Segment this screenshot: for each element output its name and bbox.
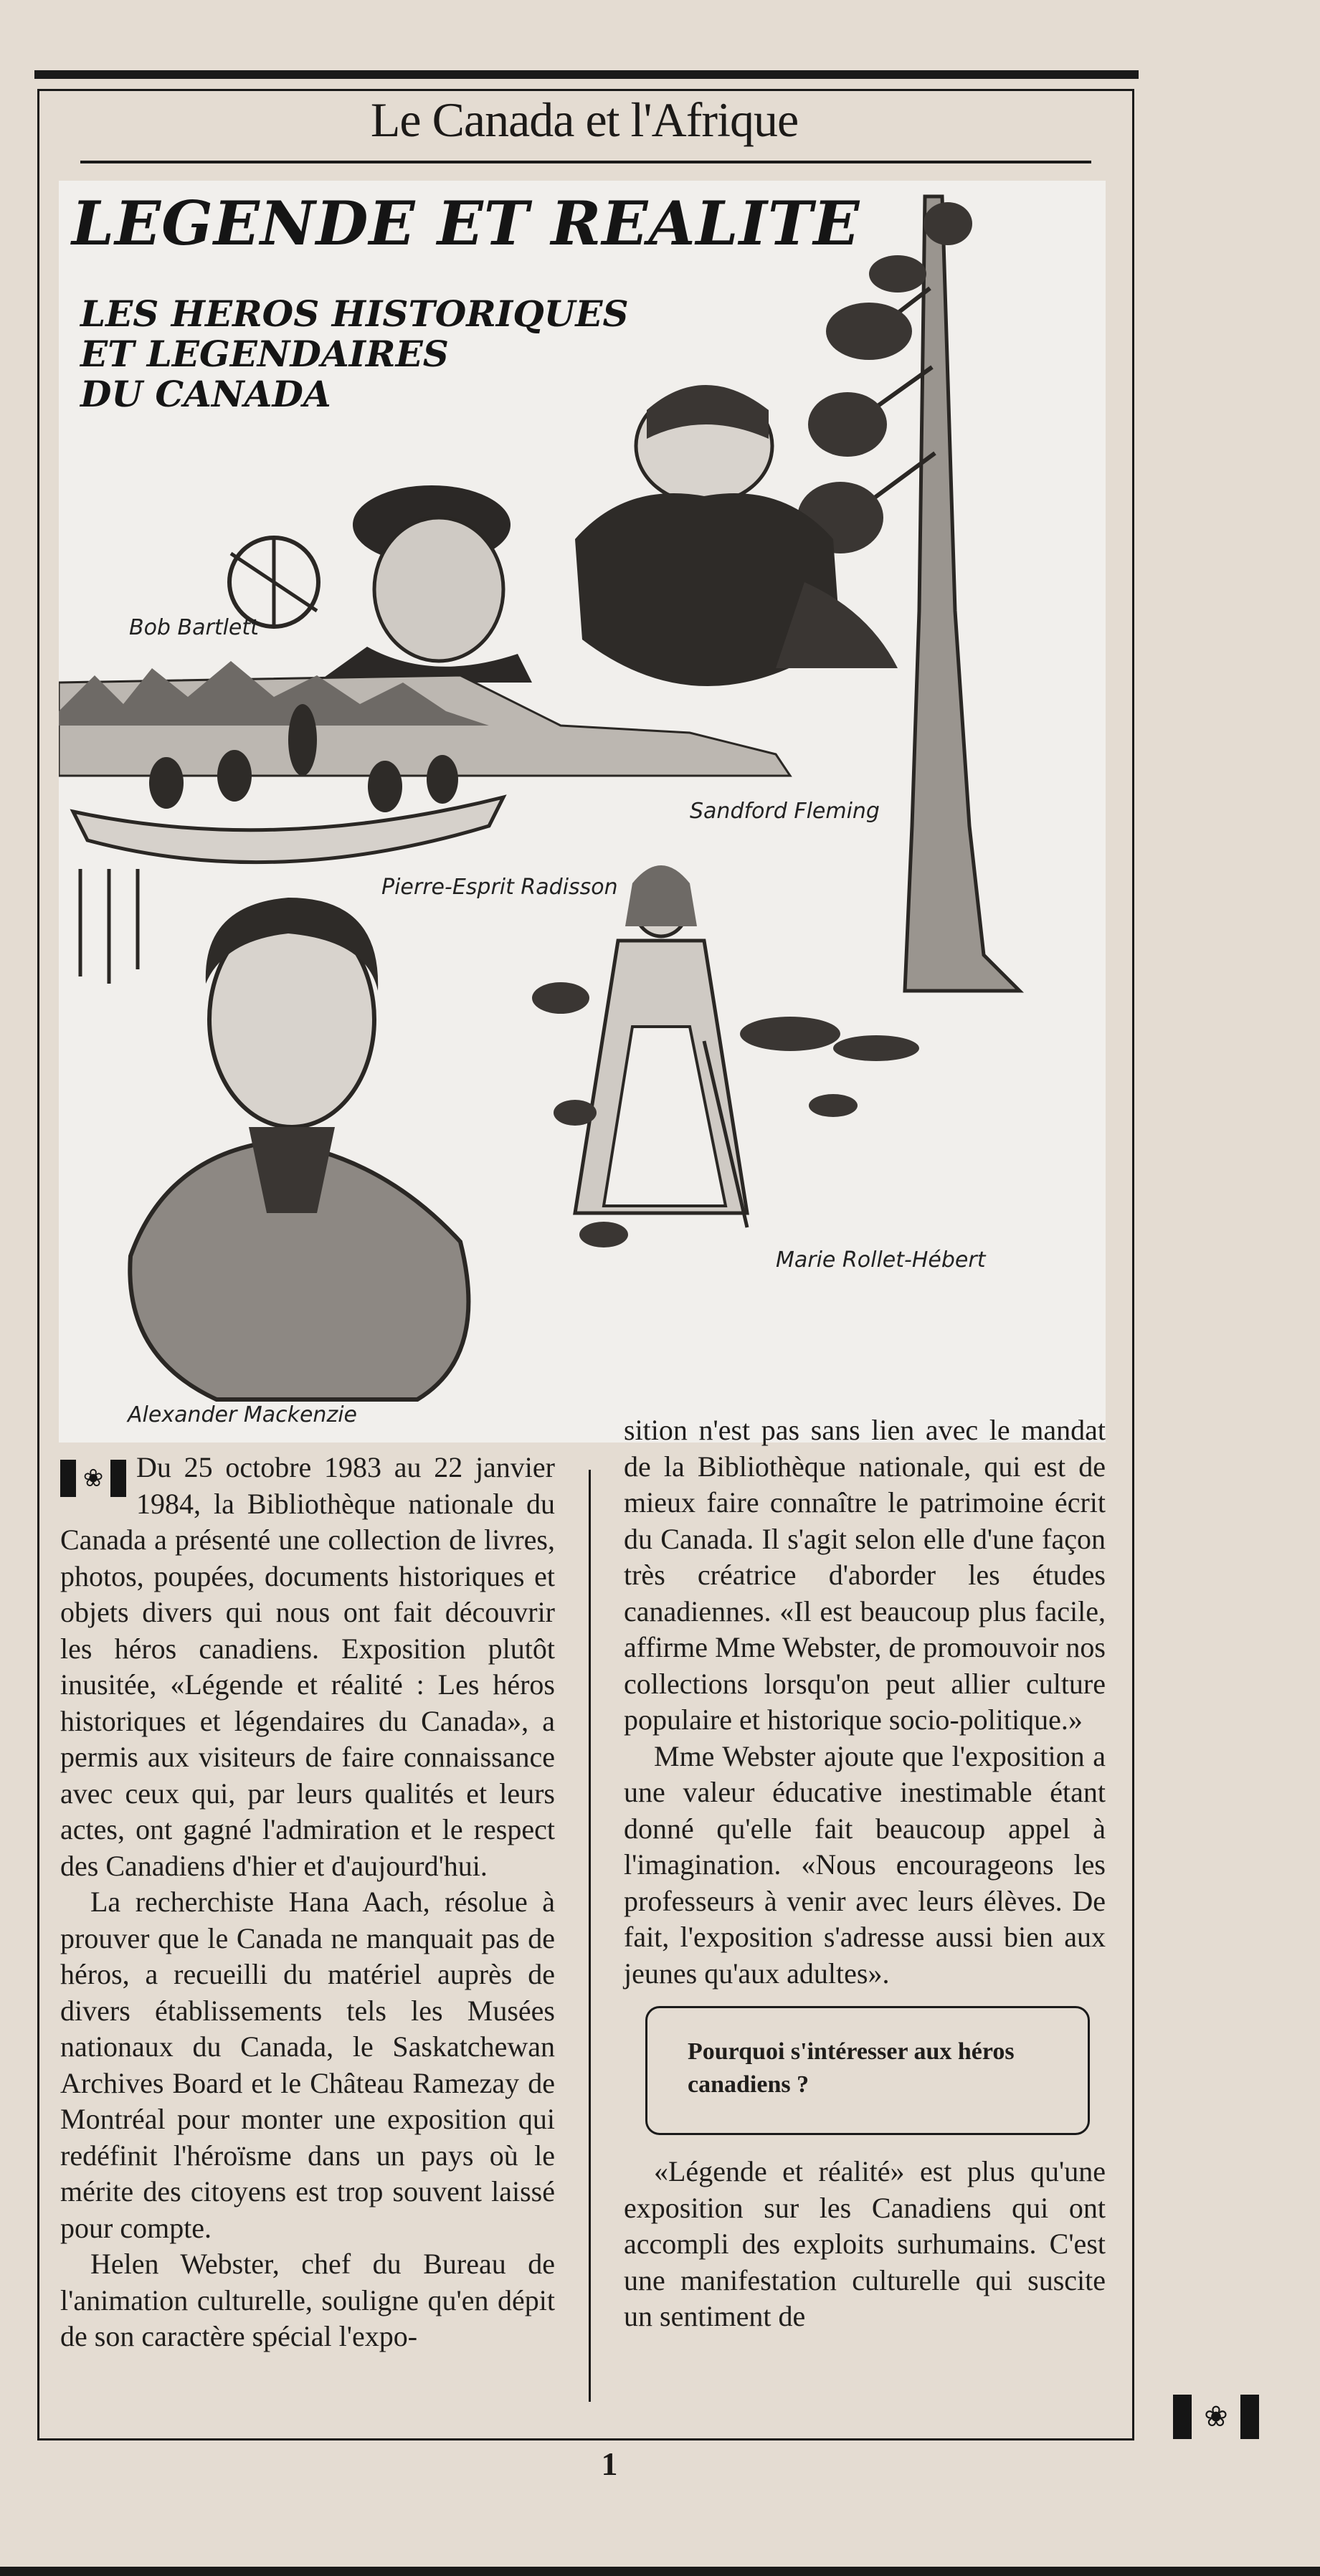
column-divider — [589, 1470, 591, 2402]
article-paragraph: «Légende et réalité» est plus qu'une exposition sur les Canadiens qui ont accompli des exploits surhumains. C'est une manifestation culturelle qui suscite un sentiment de — [624, 2155, 1106, 2332]
feature-subtitle: LES HEROS HISTORIQUES ET LEGENDAIRES DU CANADA — [80, 293, 629, 415]
article-paragraph: Du 25 octobre 1983 au 22 janvier 1984, la Bibliothèque nationale du Canada a présenté une collection de livres, photos, poupées, documents historiques et objets divers qui nous ont fait découvrir les héros canadiens. Exposition plutôt inusitée, «Légende et réalité : Les héros historiques et légendaires du Canada», a permis aux visiteurs de faire connaissance avec ceux qui, par leurs qualités et leurs actes, ont gagné l'admiration et le respect des Canadiens d'hier et d'aujourd'hui. — [60, 1451, 555, 1882]
article-paragraph: Helen Webster, chef du Bureau de l'animation culturelle, souligne qu'en dépit de son caractère spécial l'expo- — [60, 2248, 555, 2352]
article-column-right — [624, 1412, 1106, 2335]
page-number: 1 — [601, 2446, 618, 2482]
header-rule — [80, 161, 1091, 163]
bottom-rule — [0, 2567, 1320, 2576]
canada-leaf-logo-icon: ❀ — [60, 1460, 126, 1497]
callout-box: Pourquoi s'intéresser aux héros canadiens ? — [645, 2006, 1090, 2135]
top-rule — [34, 70, 1139, 79]
caption-bob-bartlett: Bob Bartlett — [129, 615, 259, 640]
section-header: Le Canada et l'Afrique — [370, 92, 799, 147]
feature-title: LEGENDE ET REALITE — [72, 188, 860, 259]
caption-mackenzie: Alexander Mackenzie — [128, 1402, 357, 1427]
caption-radisson: Pierre-Esprit Radisson — [381, 875, 618, 900]
article-paragraph: sition n'est pas sans lien avec le mandat de la Bibliothèque nationale, qui est de mieux faire connaître le patrimoine écrit du Canada. Il s'agit selon elle d'une façon très créatrice d'aborder les études canadiennes. «Il est beaucoup plus facile, affirme Mme Webster, de promouvoir nos collections lorsqu'on peut allier culture populaire et historique socio-politique.» — [624, 1414, 1106, 1736]
caption-rollet-hebert: Marie Rollet-Hébert — [776, 1247, 986, 1273]
canada-leaf-logo-icon: ❀ — [1173, 2395, 1259, 2439]
article-paragraph: Mme Webster ajoute que l'exposition a une valeur éducative inestimable étant donné qu'elle fait beaucoup appel à l'imagination. «Nous encourageons les professeurs à venir avec leurs élèves. De fait, l'exposition s'adresse aussi bien aux jeunes qu'aux adultes». — [624, 1739, 1106, 1990]
article-paragraph: La recherchiste Hana Aach, résolue à prouver que le Canada ne manquait pas de héros, a recueilli du matériel auprès de divers établissements tels les Musées nationaux du Canada, le Saskatchewan Archives Board et le Château Ramezay de Montréal pour monter une exposition qui redéfinit l'héroïsme dans un pays où le mérite des citoyens est trop souvent laissé pour compte. — [60, 1886, 555, 2244]
article-column-left — [60, 1450, 555, 2355]
caption-sandford-fleming: Sandford Fleming — [690, 799, 880, 824]
